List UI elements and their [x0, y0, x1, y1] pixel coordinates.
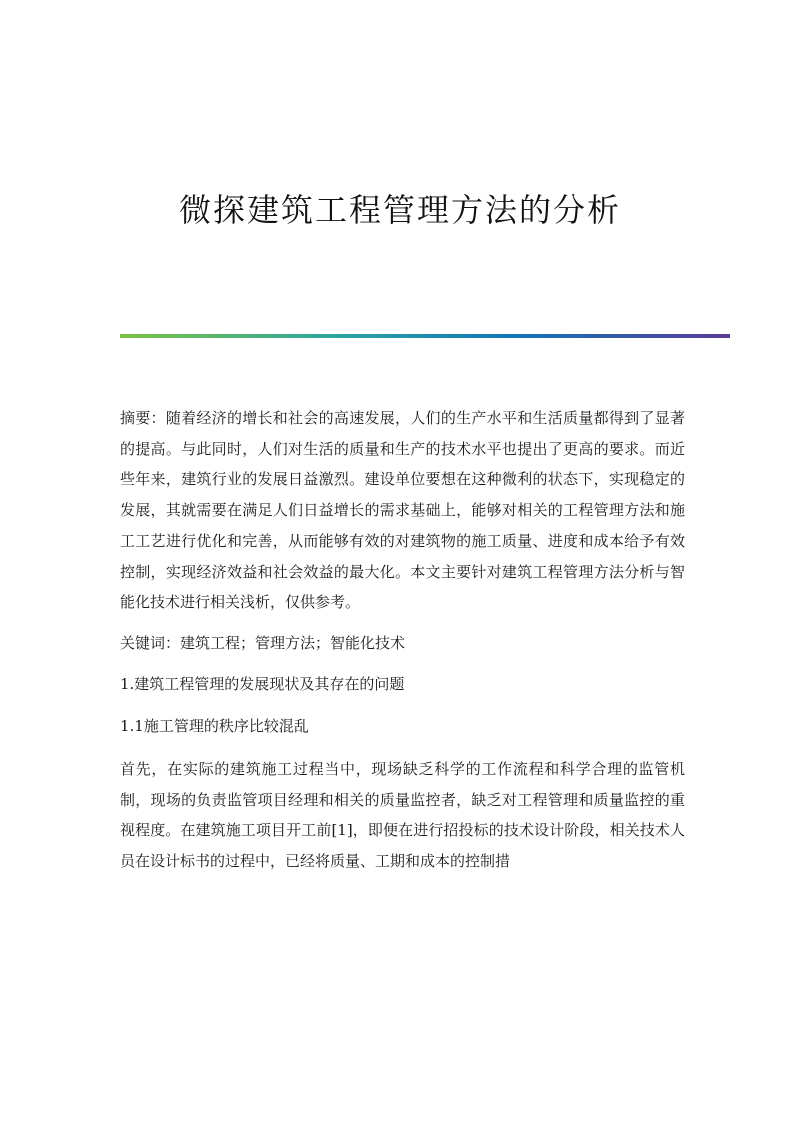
section-heading-1: 1.建筑工程管理的发展现状及其存在的问题 — [120, 674, 405, 693]
document-body — [120, 403, 685, 877]
section-heading-1-1: 1.1施工管理的秩序比较混乱 — [120, 717, 309, 736]
document-title: 微探建筑工程管理方法的分析 — [178, 191, 621, 229]
title-divider — [120, 334, 730, 338]
keywords-line: 关键词：建筑工程；管理方法；智能化技术 — [120, 633, 406, 652]
body-paragraph: 首先，在实际的建筑施工过程当中，现场缺乏科学的工作流程和科学合理的监管机制，现场的负责监管项目经理和相关的质量监控者，缺乏对工程管理和质量监控的重视程度。在建筑施工项目开工前[1]，即便在进行招投标的技术设计阶段，相关技术人员在设计标书的过程中，已经将质量、工期和成本的控制措 — [120, 760, 685, 871]
abstract-paragraph: 摘要：随着经济的增长和社会的高速发展，人们的生产水平和生活质量都得到了显著的提高。与此同时，人们对生活的质量和生产的技术水平也提出了更高的要求。而近些年来，建筑行业的发展日益激烈。建设单位要想在这种微利的状态下，实现稳定的发展，其就需要在满足人们日益增长的需求基础上，能够对相关的工程管理方法和施工工艺进行优化和完善，从而能够有效的对建筑物的施工质量、进度和成本给予有效控制，实现经济效益和社会效益的最大化。本文主要针对建筑工程管理方法分析与智能化技术进行相关浅析，仅供参考。 — [120, 409, 685, 612]
